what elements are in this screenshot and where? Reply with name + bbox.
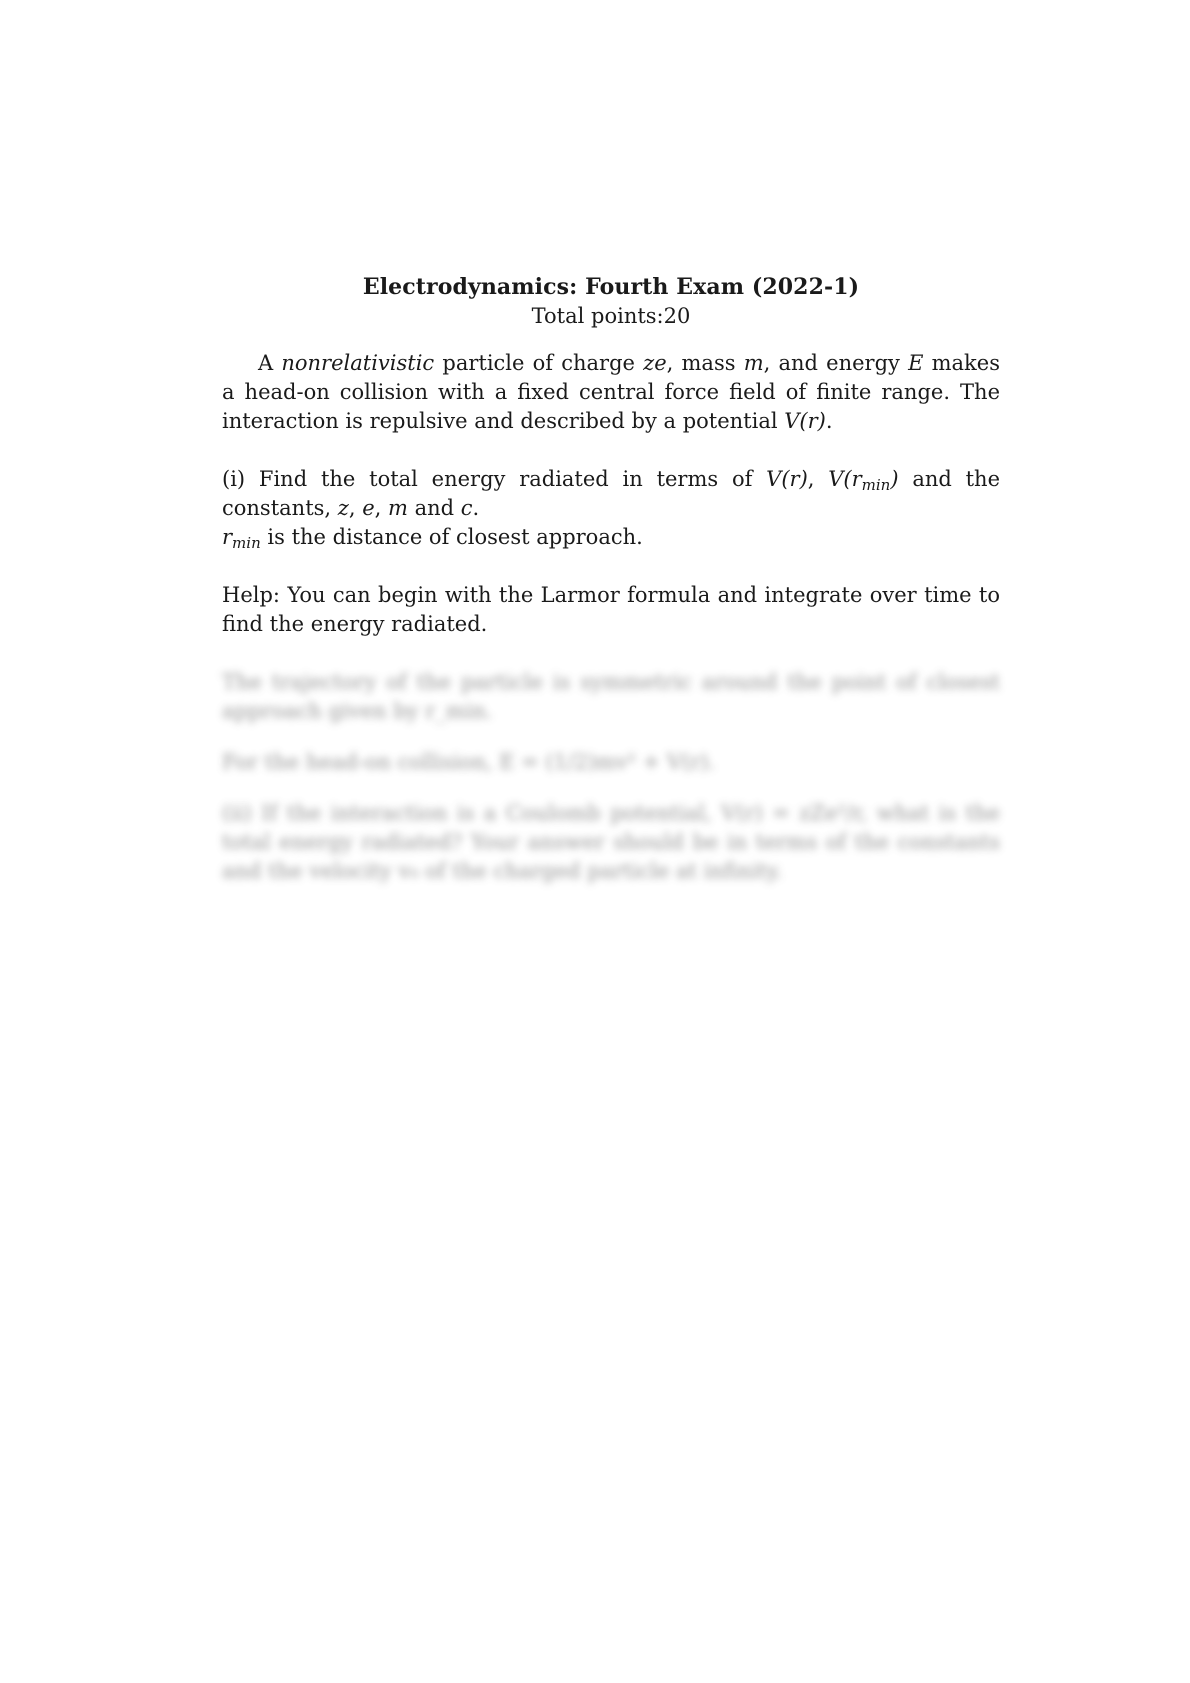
var-ze: ze [643, 351, 667, 375]
var-c: c [460, 496, 473, 520]
blurred-section [222, 668, 1000, 886]
exam-title: Electrodynamics: Fourth Exam (2022-1) [362, 274, 860, 300]
help-hint: Help: You can begin with the Larmor formula and integrate over time to find the energy radiated. [222, 583, 1000, 636]
text-fragment: . [825, 409, 833, 433]
text-fragment: . [472, 496, 480, 520]
blurred-paragraph-2: For the head-on collision, E = (1/2)mv² + V(r). [222, 750, 716, 774]
question-1 [222, 465, 1000, 552]
text-fragment: , [348, 496, 363, 520]
var-E: E [908, 351, 924, 375]
var-Vr: V(r) [784, 409, 826, 433]
var-m: m [388, 496, 408, 520]
text-fragment: V(r [828, 467, 862, 491]
text-fragment: r [222, 525, 233, 549]
emphasis-nonrelativistic: nonrelativistic [281, 351, 435, 375]
subscript-min: min [232, 534, 261, 552]
var-m: m [743, 351, 764, 375]
text-fragment: , [374, 496, 388, 520]
total-points: Total points:20 [531, 304, 691, 328]
subscript-min: min [861, 476, 891, 494]
text-fragment: A [258, 351, 282, 375]
text-fragment: is the distance of closest approach. [260, 525, 643, 549]
exam-content [222, 272, 1000, 908]
var-e: e [362, 496, 375, 520]
var-Vrmin [828, 467, 899, 494]
text-fragment: and the constants, [222, 467, 1000, 520]
text-fragment: ) [890, 467, 899, 491]
var-rmin [222, 525, 261, 552]
var-z: z [337, 496, 349, 520]
text-fragment: and [407, 496, 461, 520]
text-fragment: makes a head-on collision with a fixed central force field of finite range. The interaction is repulsive and described by a potential [222, 351, 1000, 433]
text-fragment: , mass [666, 351, 744, 375]
problem-statement [222, 349, 1000, 436]
text-fragment: particle of charge [434, 351, 644, 375]
blurred-paragraph-3: (ii) If the interaction is a Coulomb potential, V(r) = zZe²/r, what is the total energy radiated? Your answer should be in terms of the constants and the velocity v₀ of the charged particle at infinity. [222, 801, 1000, 883]
text-fragment: , [807, 467, 829, 491]
text-fragment: (i) Find the total energy radiated in terms of [222, 467, 767, 491]
var-Vr: V(r) [766, 467, 808, 491]
exam-header [222, 272, 1000, 331]
blurred-paragraph-1: The trajectory of the particle is symmetric around the point of closest approach given by r_min. [222, 670, 1000, 723]
text-fragment: , and energy [763, 351, 909, 375]
